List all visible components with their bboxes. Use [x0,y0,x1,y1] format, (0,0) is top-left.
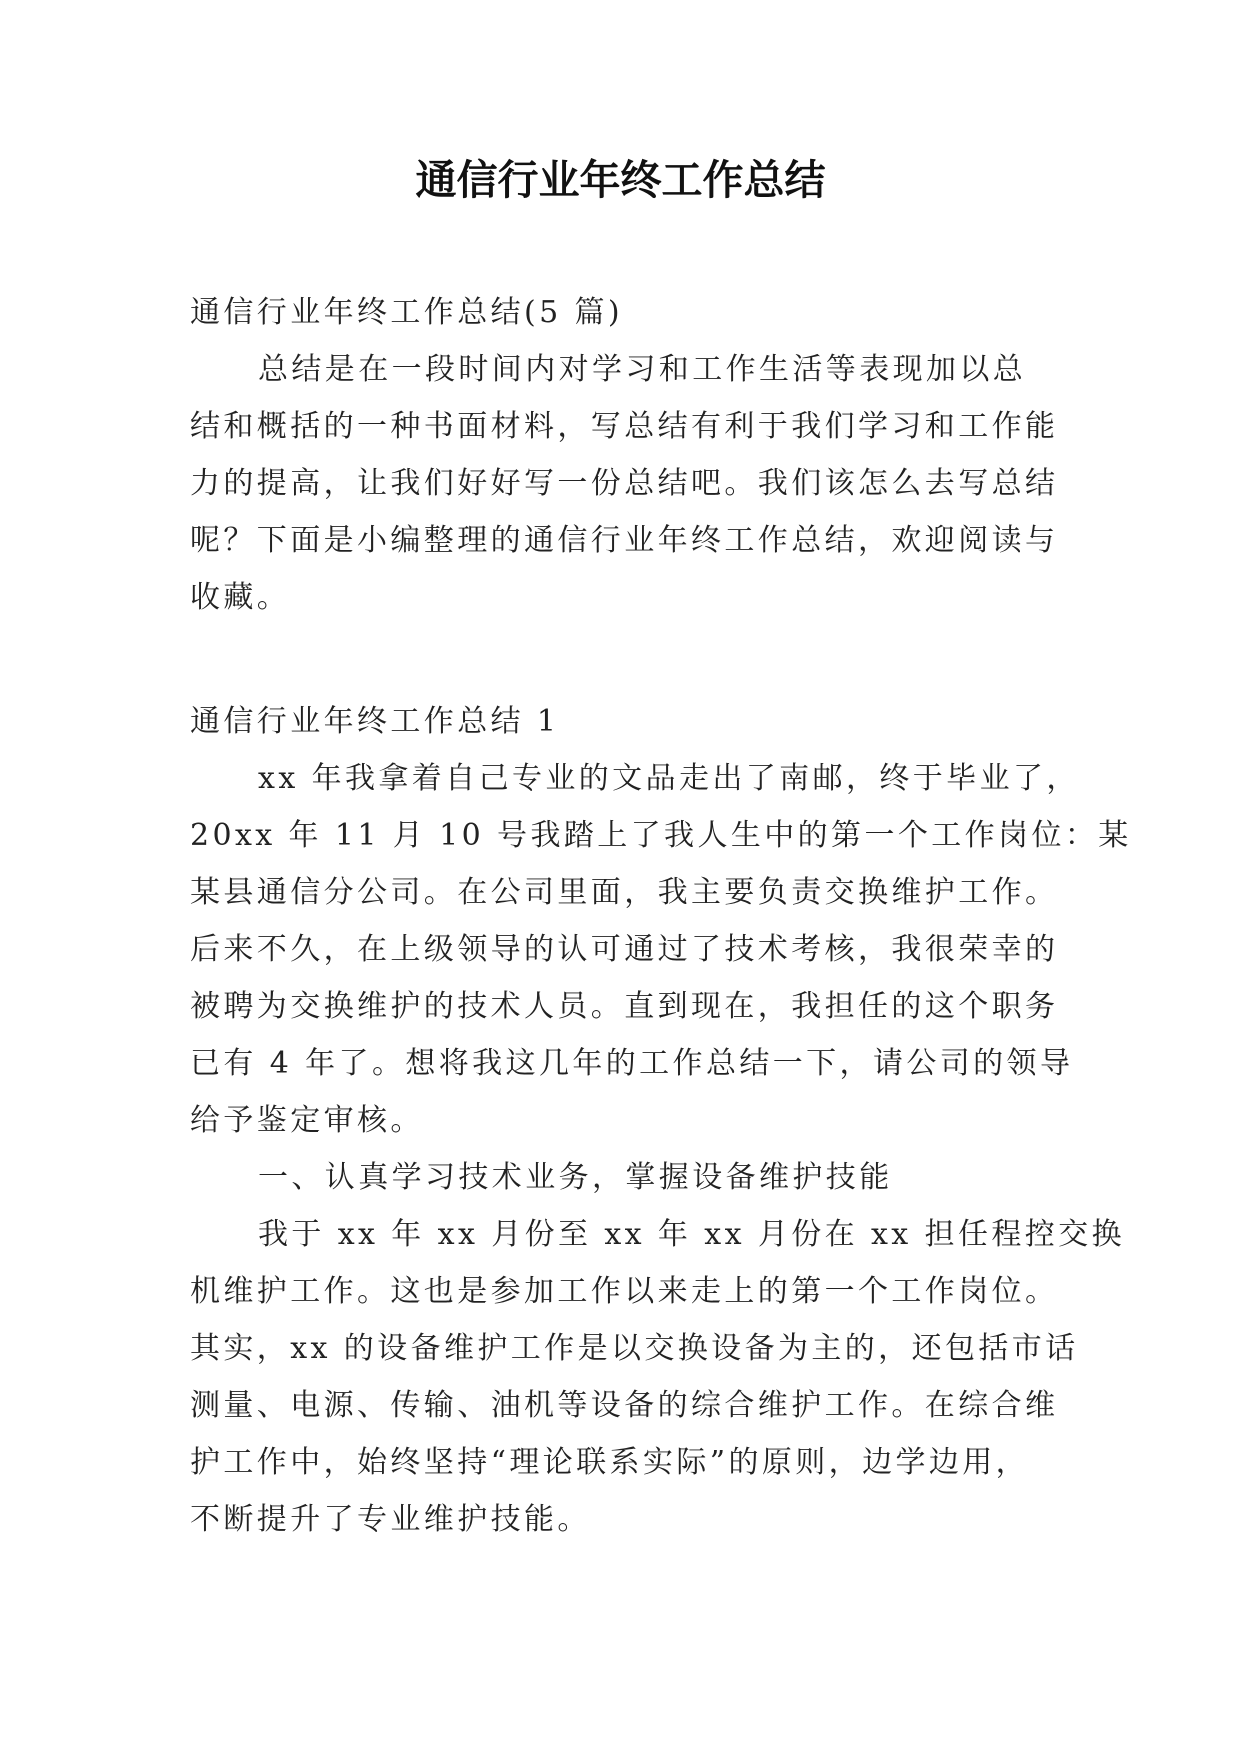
body-line-3: 某县通信分公司。在公司里面，我主要负责交换维护工作。 [190,875,1059,910]
body-line-1: xx 年我拿着自己专业的文品走出了南邮，终于毕业了， [258,761,1080,796]
intro-line-1: 总结是在一段时间内对学习和工作生活等表现加以总 [258,352,1027,387]
body-line-11: 测量、电源、传输、油机等设备的综合维护工作。在综合维 [190,1388,1059,1423]
collection-heading: 通信行业年终工作总结(5 篇) [190,295,624,330]
document-title: 通信行业年终工作总结 [415,156,826,204]
intro-line-5: 收藏。 [190,580,291,615]
body-line-9: 机维护工作。这也是参加工作以来走上的第一个工作岗位。 [190,1274,1059,1309]
body-line-12: 护工作中，始终坚持“理论联系实际”的原则，边学边用， [190,1445,1030,1480]
body-line-13: 不断提升了专业维护技能。 [190,1502,591,1537]
subsection-heading-1: 一、认真学习技术业务，掌握设备维护技能 [258,1160,893,1195]
body-line-6: 已有 4 年了。想将我这几年的工作总结一下，请公司的领导 [190,1046,1074,1081]
body-line-5: 被聘为交换维护的技术人员。直到现在，我担任的这个职务 [190,989,1059,1024]
intro-line-4: 呢？下面是小编整理的通信行业年终工作总结，欢迎阅读与 [190,523,1059,558]
intro-line-3: 力的提高，让我们好好写一份总结吧。我们该怎么去写总结 [190,466,1059,501]
body-line-8: 我于 xx 年 xx 月份至 xx 年 xx 月份在 xx 担任程控交换 [258,1217,1125,1252]
body-line-2: 20xx 年 11 月 10 号我踏上了我人生中的第一个工作岗位：某 [190,818,1132,853]
body-line-10: 其实，xx 的设备维护工作是以交换设备为主的，还包括市话 [190,1331,1079,1366]
body-line-4: 后来不久，在上级领导的认可通过了技术考核，我很荣幸的 [190,932,1059,967]
section-heading-1: 通信行业年终工作总结 1 [190,704,560,739]
intro-line-2: 结和概括的一种书面材料，写总结有利于我们学习和工作能 [190,409,1059,444]
body-line-7: 给予鉴定审核。 [190,1103,424,1138]
